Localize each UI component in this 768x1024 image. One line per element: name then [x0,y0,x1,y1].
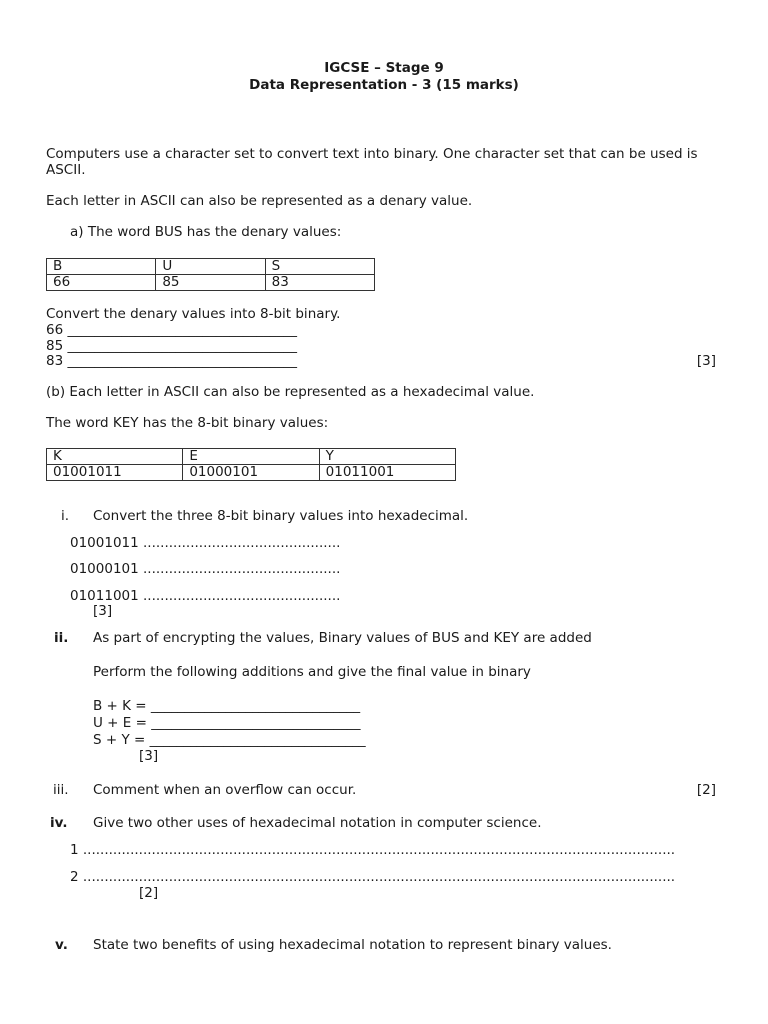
intro-paragraph-2: Each letter in ASCII can also be represented as a denary value. [46,193,473,209]
part-b-prompt: The word KEY has the 8-bit binary values: [46,415,329,431]
table-cell: 01000101 [183,465,319,481]
table-cell: 83 [265,275,374,291]
table-header-cell: S [265,259,374,275]
table-cell: 85 [156,275,265,291]
question-ii-text: As part of encrypting the values, Binary values of BUS and KEY are added [93,630,592,646]
table-cell: 01011001 [319,465,455,481]
answer-line[interactable]: B + K = _______________________________ [93,698,361,714]
table-row [47,275,375,291]
answer-line[interactable]: 01011001 .............................................. [70,588,341,604]
bus-denary-table [46,258,375,291]
worksheet-subtitle: Data Representation - 3 (15 marks) [249,77,519,93]
part-b-intro: (b) Each letter in ASCII can also be represented as a hexadecimal value. [46,384,535,400]
table-cell: 01001011 [47,465,183,481]
marks-label: [2] [696,782,716,798]
part-a-prompt: a) The word BUS has the denary values: [70,224,342,240]
answer-line[interactable]: 66 __________________________________ [46,322,297,338]
marks-label: [3] [139,748,159,764]
table-header-cell: E [183,449,319,465]
question-iv-text: Give two other uses of hexadecimal notation in computer science. [93,815,542,831]
intro-paragraph-1: Computers use a character set to convert text into binary. One character set that can be used is ASCII. [46,146,698,178]
answer-line[interactable]: S + Y = ________________________________ [93,732,366,748]
answer-line[interactable]: 1 .......................................................................................................................................... [70,842,676,858]
marks-label: [3] [696,353,716,369]
question-v-text: State two benefits of using hexadecimal notation to represent binary values. [93,937,612,953]
answer-line[interactable]: 85 __________________________________ [46,338,297,354]
table-header-cell: B [47,259,156,275]
marks-label: [3] [93,603,113,619]
question-i-text: Convert the three 8-bit binary values into hexadecimal. [93,508,469,524]
table-row [47,449,456,465]
marks-label: [2] [139,885,159,901]
question-v-numeral: v. [55,937,68,953]
question-ii-instruction: Perform the following additions and give the final value in binary [93,664,531,680]
table-header-cell: Y [319,449,455,465]
part-a-instruction: Convert the denary values into 8-bit binary. [46,306,341,322]
question-iv-numeral: iv. [50,815,68,831]
answer-line[interactable]: 01000101 .............................................. [70,561,341,577]
question-ii-numeral: ii. [54,630,69,646]
table-row [47,259,375,275]
worksheet-title: IGCSE – Stage 9 [324,60,444,76]
question-iii-numeral: iii. [53,782,69,798]
table-header-cell: K [47,449,183,465]
question-i-numeral: i. [61,508,70,524]
answer-line[interactable]: 83 __________________________________ [46,353,297,369]
answer-line[interactable]: 01001011 .............................................. [70,535,341,551]
table-cell: 66 [47,275,156,291]
answer-line[interactable]: U + E = _______________________________ [93,715,361,731]
answer-line[interactable]: 2 .......................................................................................................................................... [70,869,676,885]
table-header-cell: U [156,259,265,275]
key-binary-table [46,448,456,481]
question-iii-text: Comment when an overflow can occur. [93,782,357,798]
table-row [47,465,456,481]
